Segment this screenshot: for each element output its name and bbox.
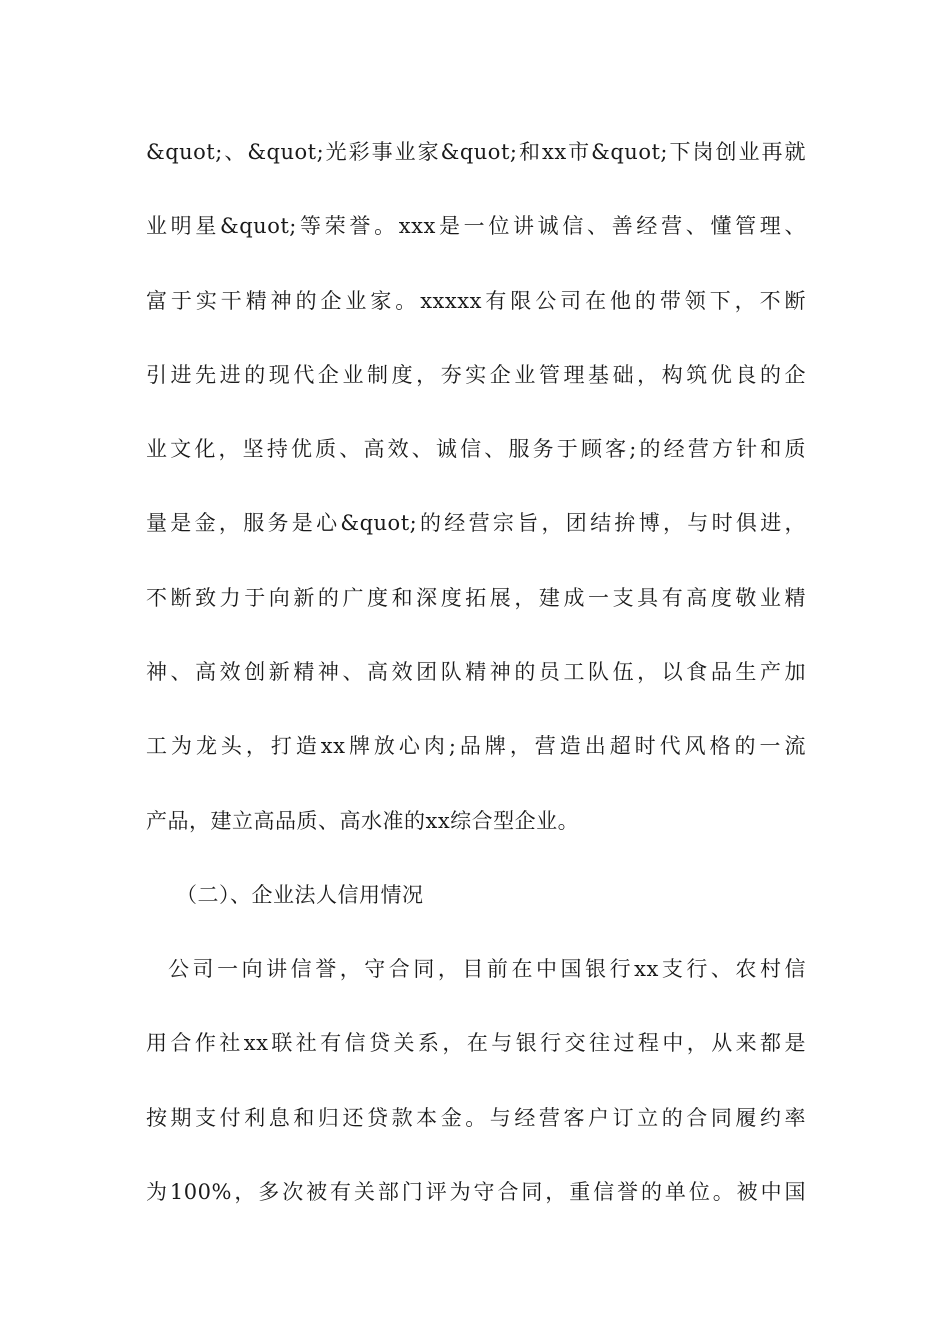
paragraph-line: 公司一向讲信誉，守合同，目前在中国银行xx支行、农村信: [168, 957, 806, 981]
paragraph-line: 用合作社xx联社有信贷关系，在与银行交往过程中，从来都是: [146, 1031, 806, 1055]
section-heading: （二）、企业法人信用情况: [176, 883, 424, 907]
paragraph-line: 产品，建立高品质、高水准的xx综合型企业。: [146, 809, 580, 833]
paragraph-line: 业明星&quot;等荣誉。xxx是一位讲诚信、善经营、懂管理、: [146, 214, 806, 238]
paragraph-line: 富于实干精神的企业家。xxxxx有限公司在他的带领下，不断: [146, 289, 806, 313]
paragraph-line: 神、高效创新精神、高效团队精神的员工队伍，以食品生产加: [146, 660, 806, 684]
paragraph-line: 工为龙头，打造xx牌放心肉;品牌，营造出超时代风格的一流: [146, 734, 806, 758]
paragraph-line: 业文化，坚持优质、高效、诚信、服务于顾客;的经营方针和质: [146, 437, 806, 461]
paragraph-line: 不断致力于向新的广度和深度拓展，建成一支具有高度敬业精: [146, 586, 806, 610]
paragraph-line: 按期支付利息和归还贷款本金。与经营客户订立的合同履约率: [146, 1106, 806, 1130]
paragraph-line: 引进先进的现代企业制度，夯实企业管理基础，构筑优良的企: [146, 363, 806, 387]
paragraph-line: 量是金，服务是心&quot;的经营宗旨，团结拚博，与时俱进，: [146, 511, 806, 535]
paragraph-line: &quot;、&quot;光彩事业家&quot;和xx市&quot;下岗创业再就: [146, 140, 806, 164]
paragraph-line: 为100%，多次被有关部门评为守合同，重信誉的单位。被中国: [146, 1180, 806, 1204]
